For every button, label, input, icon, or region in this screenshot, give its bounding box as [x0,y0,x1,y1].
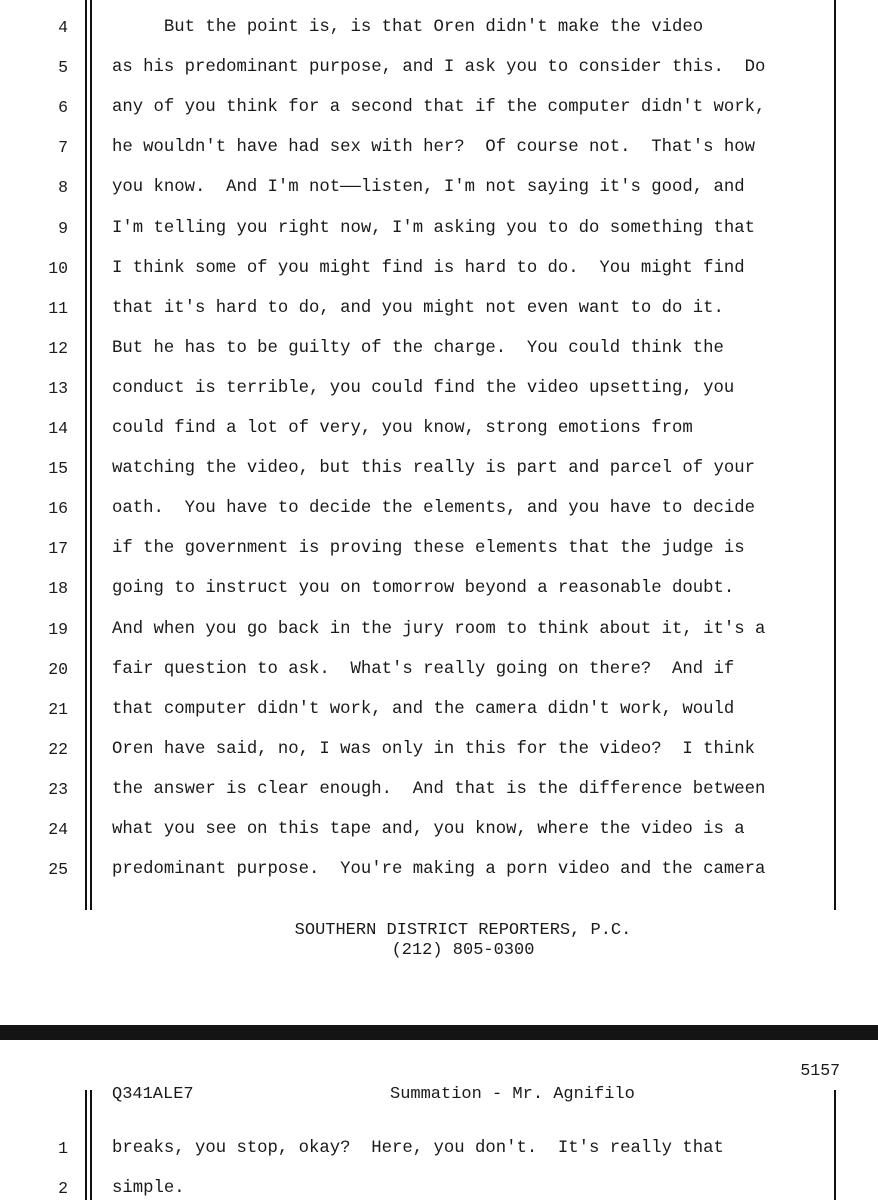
transcript-line-text: you know. And I'm not——listen, I'm not saying it's good, and [112,178,745,198]
transcript-line-text: I'm telling you right now, I'm asking you to do something that [112,218,755,238]
transcript-line-text: simple. [112,1179,185,1199]
line-number: 24 [48,820,68,839]
line-number: 2 [58,1179,68,1199]
transcript-line-text: what you see on this tape and, you know, where the video is a [112,820,745,839]
transcript-line-text: And when you go back in the jury room to think about it, it's a [112,619,766,639]
transcript-line-text: going to instruct you on tomorrow beyond a reasonable doubt. [112,579,735,599]
line-number: 13 [48,378,68,398]
right-margin-rule [834,0,836,910]
transcript-line-text: fair question to ask. What's really going on there? And if [112,659,735,679]
transcript-line-text: that it's hard to do, and you might not even want to do it. [112,298,724,318]
line-number: 11 [48,298,68,318]
court-reporter-name: SOUTHERN DISTRICT REPORTERS, P.C. [294,921,632,940]
court-reporter-phone: (212) 805-0300 [391,941,535,960]
transcript-line-text: if the government is proving these elements that the judge is [112,539,745,559]
line-number: 12 [48,338,68,358]
line-number: 10 [48,258,68,278]
line-number: 20 [48,659,68,679]
left-margin-rule-outer [85,0,87,910]
transcript-line-text: breaks, you stop, okay? Here, you don't. It's really that [112,1139,724,1158]
transcript-page-lower [0,1040,878,1200]
line-number: 4 [58,18,68,37]
transcript-line-text: the answer is clear enough. And that is the difference between [112,779,766,799]
line-number: 17 [48,539,68,559]
left-margin-rule-inner [90,0,92,910]
transcript-line-text: conduct is terrible, you could find the video upsetting, you [112,378,735,398]
transcript-line-text: But the point is, is that Oren didn't make the video [112,18,704,37]
transcript-line-text: oath. You have to decide the elements, and you have to decide [112,499,755,519]
transcript-line-text: watching the video, but this really is part and parcel of your [112,459,755,479]
page-heading: Summation - Mr. Agnifilo [390,1085,635,1104]
page-number: 5157 [800,1061,840,1080]
page-separator [0,1025,878,1040]
line-number: 8 [58,178,68,198]
line-number: 7 [58,138,68,158]
line-number: 6 [58,98,68,118]
transcript-line-text: predominant purpose. You're making a porn video and the camera [112,860,766,880]
line-number: 16 [48,499,68,519]
left-margin-rule-outer [85,1090,87,1200]
line-number: 1 [58,1139,68,1158]
transcript-line-text: But he has to be guilty of the charge. You could think the [112,338,724,358]
line-number: 9 [58,218,68,238]
line-number: 23 [48,779,68,799]
transcript-line-text: I think some of you might find is hard to do. You might find [112,258,745,278]
transcript-line-text: he wouldn't have had sex with her? Of course not. That's how [112,138,755,158]
transcript-line-text: as his predominant purpose, and I ask you to consider this. Do [112,58,766,78]
line-number: 22 [48,739,68,759]
line-number: 15 [48,459,68,479]
transcript-line-text: could find a lot of very, you know, strong emotions from [112,419,693,438]
transcript-line-text: that computer didn't work, and the camera didn't work, would [112,699,735,719]
line-number: 5 [58,58,68,78]
line-number: 25 [48,860,68,880]
line-number: 14 [48,419,68,438]
right-margin-rule [834,1090,836,1200]
transcript-line-text: any of you think for a second that if the computer didn't work, [112,98,766,118]
line-number: 21 [48,699,68,719]
line-number: 18 [48,579,68,599]
transcript-line-text: Oren have said, no, I was only in this for the video? I think [112,739,755,759]
case-code: Q341ALE7 [112,1085,194,1104]
left-margin-rule-inner [90,1090,92,1200]
line-number: 19 [48,619,68,639]
